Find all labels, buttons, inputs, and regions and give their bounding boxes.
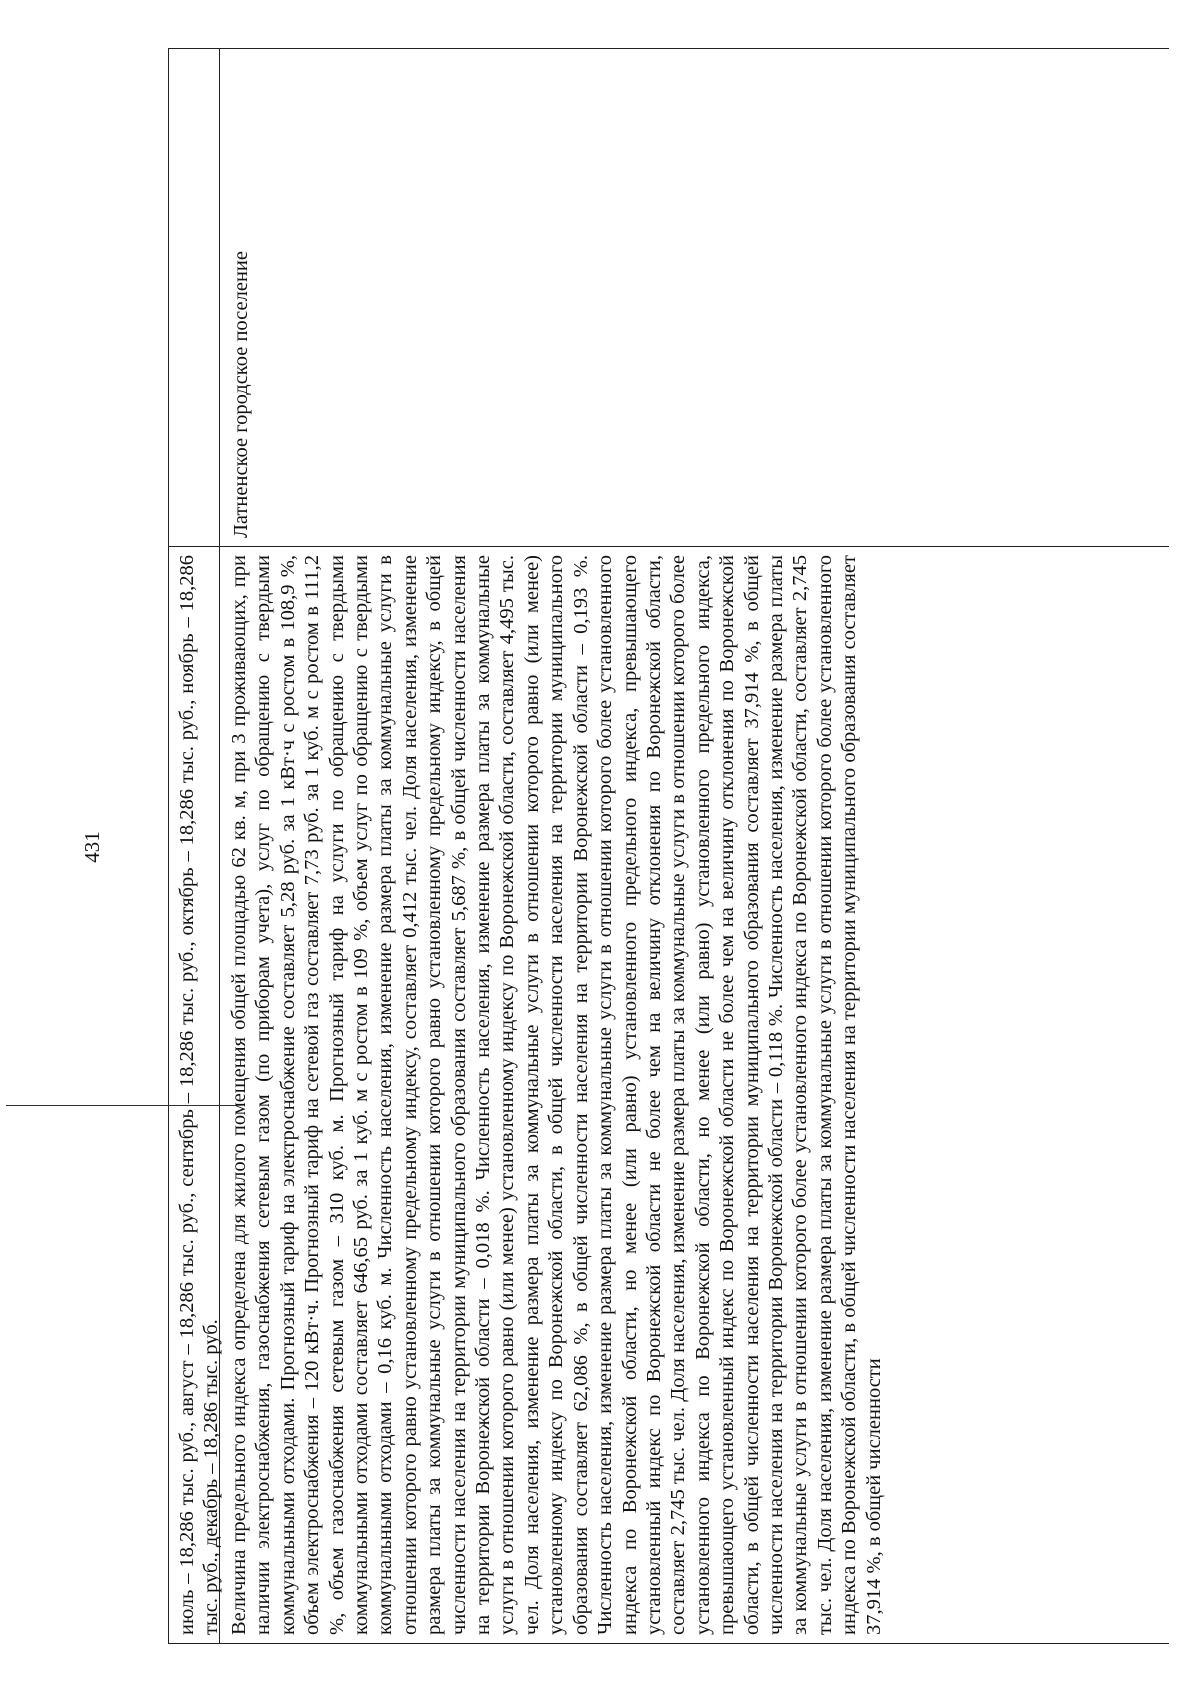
bottom-rule [6,1105,236,1106]
table-right-border [169,48,1169,49]
page-number: 431 [80,831,104,863]
row2-name-cell: Латненское городское поселение [230,251,252,538]
data-table [168,48,1169,1644]
row2-text: Величина предельного индекса определена для жилого помещения общей площадью 62 кв. м, при 3 проживающих, при наличии электроснабжения, газоснабжения сетевым газом (по приборам учета), услуг по обращению с твердыми коммунальными отходами. Прогнозный тариф на электроснабжение составляет 5,28 руб. за 1 кВт·ч с ростом в 108,9 %, объем электроснабжения – 120 кВт·ч. Прогнозный тариф на сетевой газ составляет 7,73 руб. за 1 куб. м с ростом в 111,2 %, объем газоснабжения сетевым газом – 310 куб. м. Прогнозный тариф на услуги по обращению с твердыми коммунальными отходами составляет 646,65 руб. за 1 куб. м с ростом в 109 %, объем услуг по обращению с твердыми коммунальными отходами – 0,16 куб. м. Численность населения, изменение размера платы за коммунальные услуги в отношении которого равно установленному предельному индексу, составляет 0,412 тыс. чел. Доля населения, изменение размера платы за коммунальные услуги в отношении которого равно установленному предельному индексу, в общей численности населения на территории муниципального образования составляет 5,687 %, в общей численности населения на территории Воронежской области – 0,018 %. Численность населения, изменение размера платы за коммунальные услуги в отношении которого равно (или менее) установленному индексу по Воронежской области, составляет 4,495 тыс. чел. Доля населения, изменение размера платы за коммунальные услуги в отношении которого равно (или менее) установленному индексу по Воронежской области, в общей численности населения на территории муниципального образования составляет 62,086 %, в общей численности населения на территории Воронежской области – 0,193 %. Численность населения, изменение размера платы за коммунальные услуги в отношении которого более установленного индекса по Воронежской области, но менее (или равно) установленного предельного индекса, превышающего установленный индекс по Воронежской области не более чем на величину отклонения по Воронежской области, составляет 2,745 тыс. чел. Доля населения, изменение размера платы за коммунальные услуги в отношении которого более установленного индекса по Воронежской области, но менее (или равно) установленного предельного индекса, превышающего установленный индекс по Воронежской области не более чем на величину отклонения по Воронежской области, в общей численности населения на территории муниципального образования составляет 37,914 %, в общей численности населения на территории Воронежской области – 0,118 %. Численность населения, изменение размера платы за коммунальные услуги в отношении которого более установленного индекса по Воронежской области, составляет 2,745 тыс. чел. Доля населения, изменение размера платы за коммунальные услуги в отношении которого более установленного индекса по Воронежской области, в общей численности населения на территории муниципального образования составляет 37,914 %, в общей численности [228,555,885,1635]
column-divider [169,546,1169,547]
row1-text: июль – 18,286 тыс. руб., август – 18,286 тыс. руб., сентябрь – 18,286 тыс. руб., октябрь – 18,286 тыс. руб., ноябрь – 18,286 тыс. руб., декабрь – 18,286 тыс. руб. [176,555,223,1635]
